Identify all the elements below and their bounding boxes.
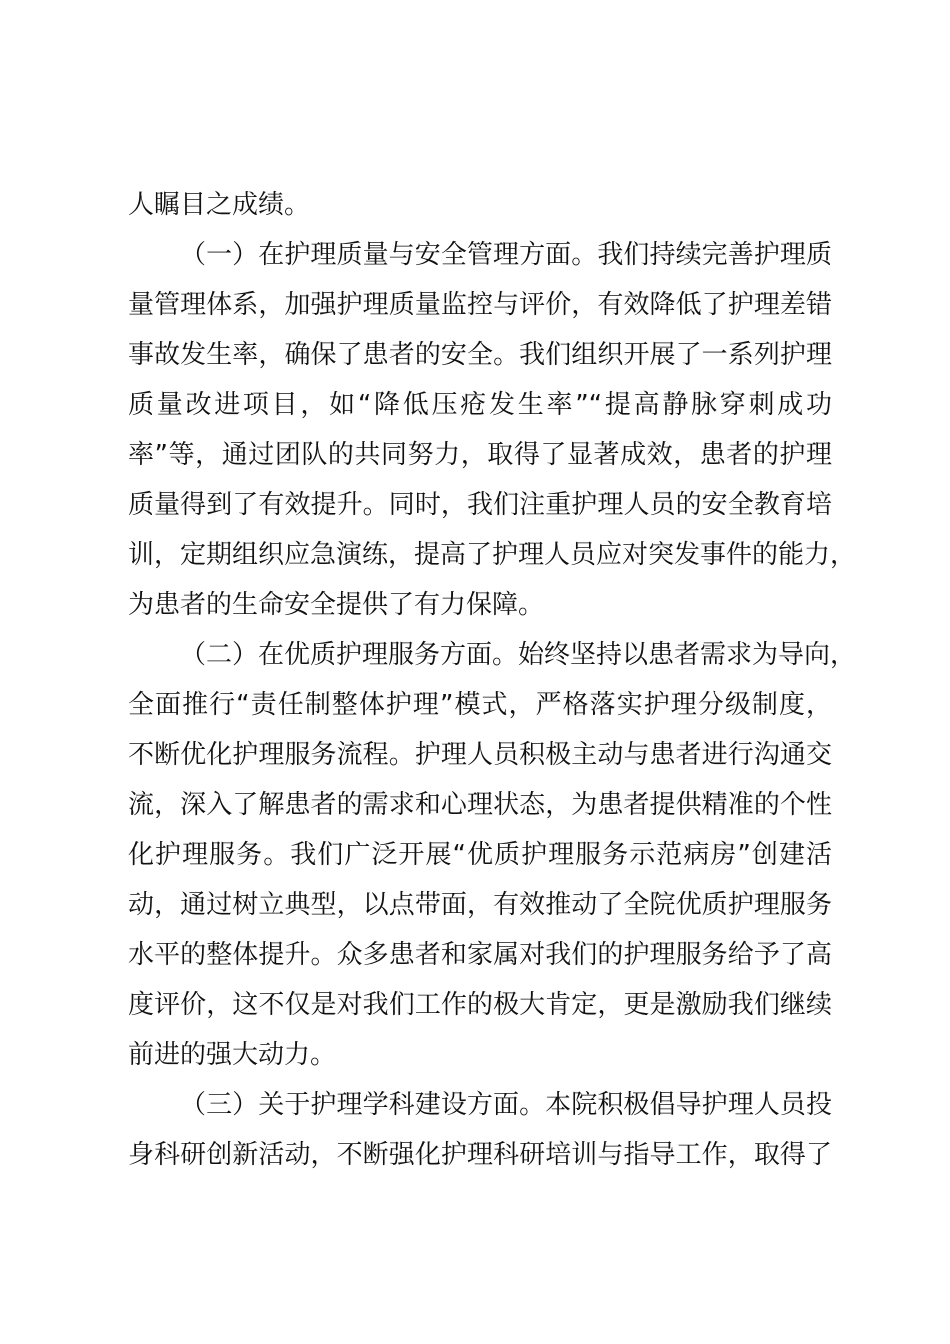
paragraph-quality-service [128, 630, 857, 1080]
text-line: 为患者的生命安全提供了有力保障。 [128, 590, 545, 620]
text-line: 量管理体系，加强护理质量监控与评价，有效降低了护理差错 [128, 290, 832, 320]
paragraph-discipline-building [128, 1080, 832, 1180]
text-line: 动，通过树立典型，以点带面，有效推动了全院优质护理服务 [128, 890, 832, 920]
text-line: 化护理服务。我们广泛开展“优质护理服务示范病房”创建活 [128, 840, 832, 870]
text-line: 水平的整体提升。众多患者和家属对我们的护理服务给予了高 [128, 940, 832, 970]
paragraph-intro-tail [128, 180, 832, 230]
text-line: 质量改进项目，如“降低压疮发生率”“提高静脉穿刺成功 [128, 390, 832, 420]
text-line: 训，定期组织应急演练，提高了护理人员应对突发事件的能力， [128, 540, 857, 570]
text-line: 质量得到了有效提升。同时，我们注重护理人员的安全教育培 [128, 490, 832, 520]
text-line: 身科研创新活动，不断强化护理科研培训与指导工作，取得了 [128, 1140, 832, 1170]
text-line: 流，深入了解患者的需求和心理状态，为患者提供精准的个性 [128, 790, 832, 820]
text-line: 事故发生率，确保了患者的安全。我们组织开展了一系列护理 [128, 340, 832, 370]
text-line: （三）关于护理学科建设方面。本院积极倡导护理人员投 [180, 1090, 832, 1120]
text-line: 不断优化护理服务流程。护理人员积极主动与患者进行沟通交 [128, 740, 832, 770]
text-line: 率”等，通过团队的共同努力，取得了显著成效，患者的护理 [128, 440, 832, 470]
text-line: 全面推行“责任制整体护理”模式，严格落实护理分级制度， [128, 690, 832, 720]
text-line: 度评价，这不仅是对我们工作的极大肯定，更是激励我们继续 [128, 990, 832, 1020]
text-line: （一）在护理质量与安全管理方面。我们持续完善护理质 [180, 240, 832, 270]
text-line: 前进的强大动力。 [128, 1040, 337, 1070]
body-text [128, 180, 857, 1180]
paragraph-quality-safety [128, 230, 857, 630]
text-line: （二）在优质护理服务方面。始终坚持以患者需求为导向， [180, 640, 857, 670]
text-line: 人瞩目之成绩。 [128, 190, 311, 220]
